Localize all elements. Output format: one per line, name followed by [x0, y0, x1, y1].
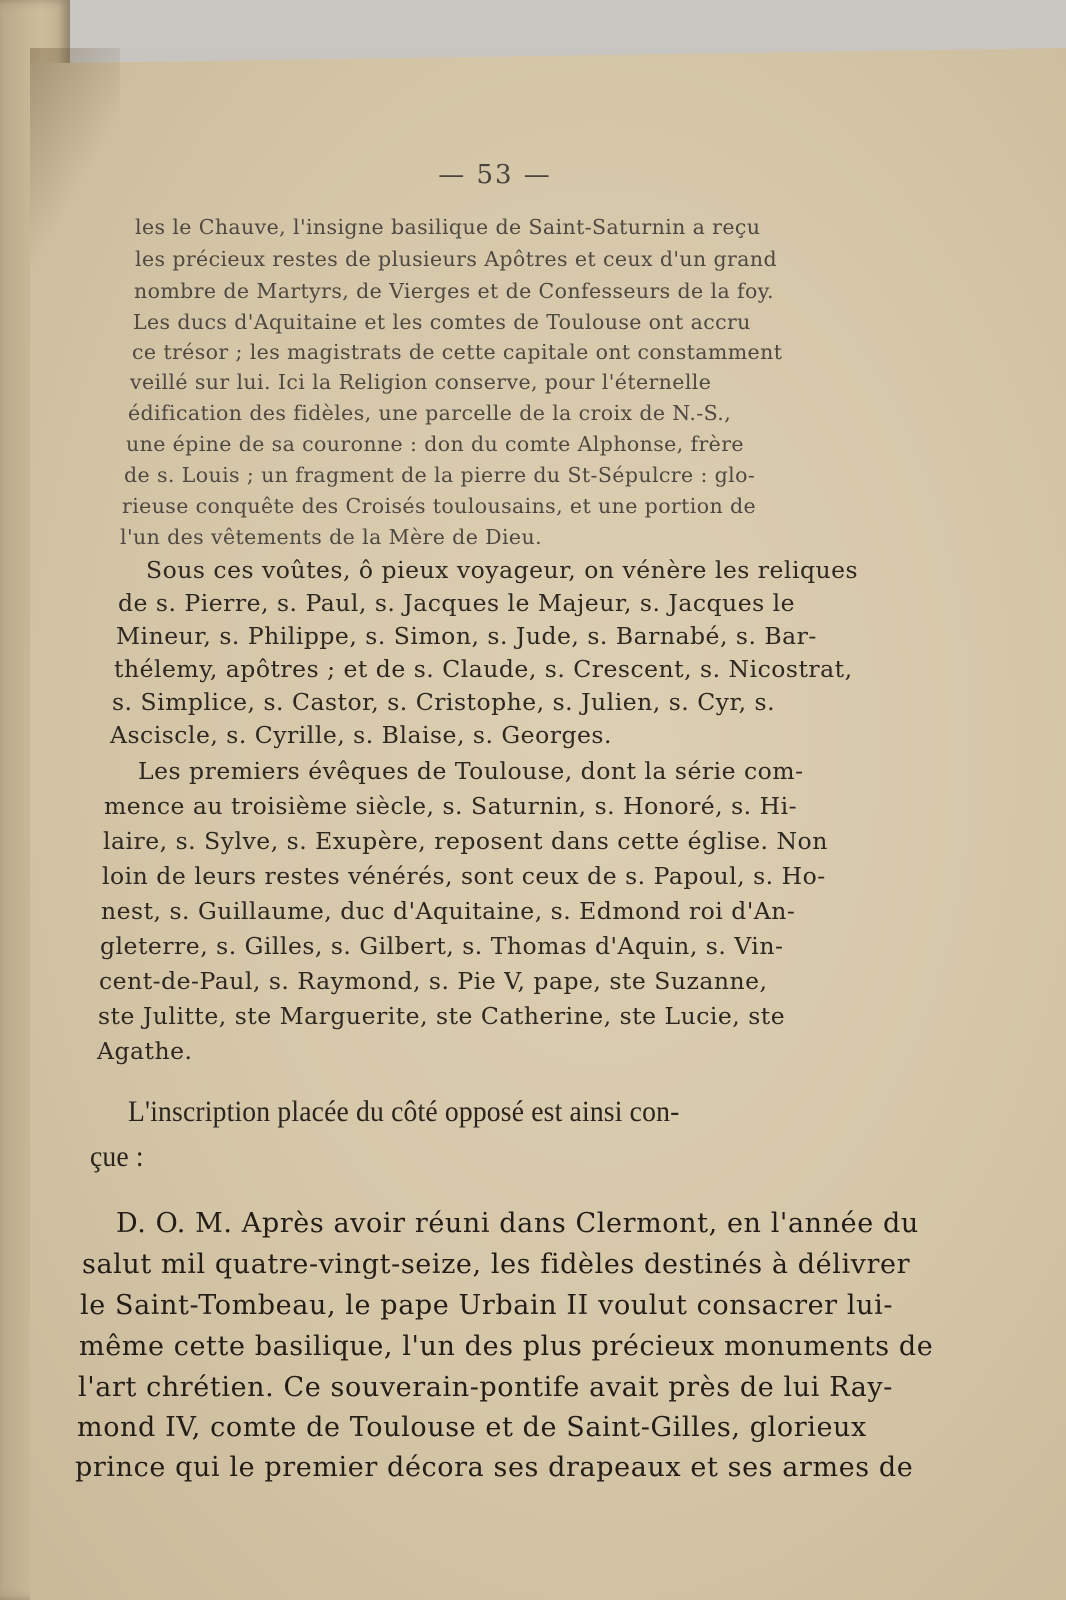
- text-line: même cette basilique, l'un des plus précieux monuments de: [79, 1331, 934, 1362]
- text-line: le Saint-Tombeau, le pape Urbain II voulut consacrer lui-: [80, 1290, 894, 1321]
- text-line: loin de leurs restes vénérés, sont ceux de s. Papoul, s. Ho-: [102, 862, 826, 890]
- text-line: les précieux restes de plusieurs Apôtres et ceux d'un grand: [135, 247, 777, 271]
- text-line: cent-de-Paul, s. Raymond, s. Pie V, pape, ste Suzanne,: [99, 967, 768, 995]
- text-line: veillé sur lui. Ici la Religion conserve, pour l'éternelle: [130, 370, 712, 394]
- text-line: mond IV, comte de Toulouse et de Saint-Gilles, glorieux: [77, 1412, 867, 1443]
- text-line: édification des fidèles, une parcelle de la croix de N.-S.,: [128, 401, 732, 425]
- heading-line: çue :: [90, 1140, 144, 1173]
- text-line: une épine de sa couronne : don du comte Alphonse, frère: [126, 432, 744, 456]
- text-line: Les premiers évêques de Toulouse, dont la série com-: [138, 757, 804, 785]
- text-line: les le Chauve, l'insigne basilique de Saint-Saturnin a reçu: [135, 215, 761, 239]
- heading-line: L'inscription placée du côté opposé est ainsi con-: [128, 1095, 680, 1128]
- text-line: ste Julitte, ste Marguerite, ste Catherine, ste Lucie, ste: [98, 1002, 786, 1030]
- text-line: thélemy, apôtres ; et de s. Claude, s. Crescent, s. Nicostrat,: [114, 655, 853, 683]
- text-line: rieuse conquête des Croisés toulousains, et une portion de: [122, 494, 757, 518]
- text-line: l'art chrétien. Ce souverain-pontife avait près de lui Ray-: [78, 1372, 894, 1403]
- text-line: nombre de Martyrs, de Vierges et de Confesseurs de la foy.: [134, 279, 774, 303]
- text-line: salut mil quatre-vingt-seize, les fidèles destinés à délivrer: [82, 1249, 911, 1280]
- text-line: l'un des vêtements de la Mère de Dieu.: [120, 525, 542, 549]
- text-line: nest, s. Guillaume, duc d'Aquitaine, s. Edmond roi d'An-: [101, 897, 796, 925]
- text-line: prince qui le premier décora ses drapeaux et ses armes de: [75, 1452, 914, 1483]
- page-number: — 53 —: [438, 160, 552, 190]
- text-line: Mineur, s. Philippe, s. Simon, s. Jude, s. Barnabé, s. Bar-: [116, 622, 817, 650]
- text-line: Les ducs d'Aquitaine et les comtes de Toulouse ont accru: [133, 310, 751, 334]
- text-line: ce trésor ; les magistrats de cette capitale ont constamment: [132, 340, 783, 364]
- text-line: laire, s. Sylve, s. Exupère, reposent dans cette église. Non: [103, 827, 828, 855]
- text-line: gleterre, s. Gilles, s. Gilbert, s. Thomas d'Aquin, s. Vin-: [100, 932, 784, 960]
- text-line: de s. Louis ; un fragment de la pierre du St-Sépulcre : glo-: [124, 463, 756, 487]
- text-line: de s. Pierre, s. Paul, s. Jacques le Majeur, s. Jacques le: [118, 589, 796, 617]
- text-line: Asciscle, s. Cyrille, s. Blaise, s. Georges.: [110, 721, 612, 749]
- text-line: mence au troisième siècle, s. Saturnin, s. Honoré, s. Hi-: [104, 792, 798, 820]
- text-line: s. Simplice, s. Castor, s. Cristophe, s. Julien, s. Cyr, s.: [112, 688, 776, 716]
- text-line: Agathe.: [97, 1037, 193, 1065]
- text-line: D. O. M. Après avoir réuni dans Clermont, en l'année du: [116, 1208, 919, 1239]
- text-line: Sous ces voûtes, ô pieux voyageur, on vénère les reliques: [146, 556, 859, 584]
